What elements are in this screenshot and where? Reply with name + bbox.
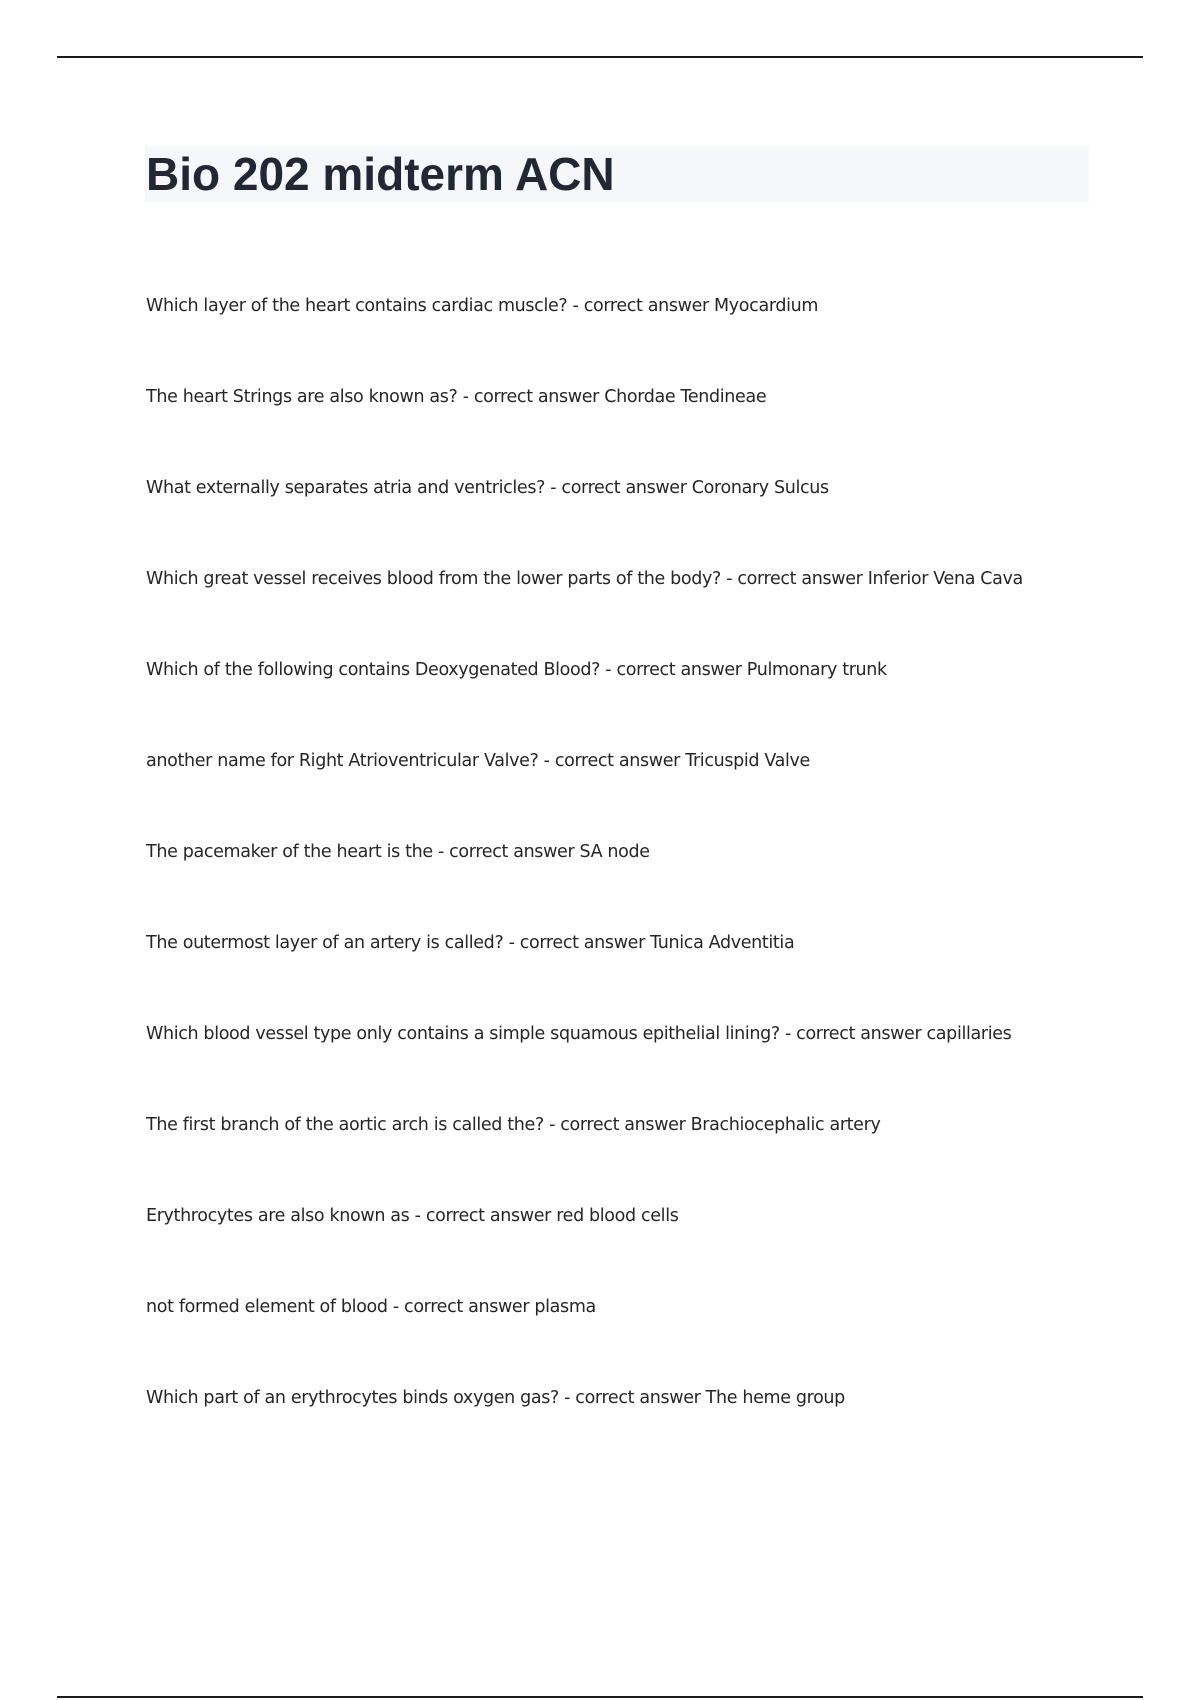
qa-item-8: The outermost layer of an artery is called? - correct answer Tunica Adventitia xyxy=(146,933,795,953)
qa-item-12: not formed element of blood - correct answer plasma xyxy=(146,1297,596,1317)
page-title: Bio 202 midterm ACN xyxy=(146,148,615,200)
qa-item-3: What externally separates atria and ventricles? - correct answer Coronary Sulcus xyxy=(146,478,829,498)
qa-list xyxy=(146,286,1106,1469)
bottom-rule xyxy=(57,1696,1143,1698)
qa-item-5: Which of the following contains Deoxygenated Blood? - correct answer Pulmonary trunk xyxy=(146,660,887,680)
qa-item-13: Which part of an erythrocytes binds oxygen gas? - correct answer The heme group xyxy=(146,1388,845,1408)
qa-item-11: Erythrocytes are also known as - correct answer red blood cells xyxy=(146,1206,679,1226)
qa-item-6: another name for Right Atrioventricular Valve? - correct answer Tricuspid Valve xyxy=(146,751,810,771)
qa-item-4: Which great vessel receives blood from the lower parts of the body? - correct answer Inferior Vena Cava xyxy=(146,569,1023,589)
qa-item-2: The heart Strings are also known as? - correct answer Chordae Tendineae xyxy=(146,387,767,407)
top-rule xyxy=(57,56,1143,58)
qa-item-1: Which layer of the heart contains cardiac muscle? - correct answer Myocardium xyxy=(146,296,819,316)
qa-item-10: The first branch of the aortic arch is called the? - correct answer Brachiocephalic artery xyxy=(146,1115,881,1135)
qa-item-7: The pacemaker of the heart is the - correct answer SA node xyxy=(146,842,650,862)
qa-item-9: Which blood vessel type only contains a simple squamous epithelial lining? - correct answer capillaries xyxy=(146,1024,1012,1044)
